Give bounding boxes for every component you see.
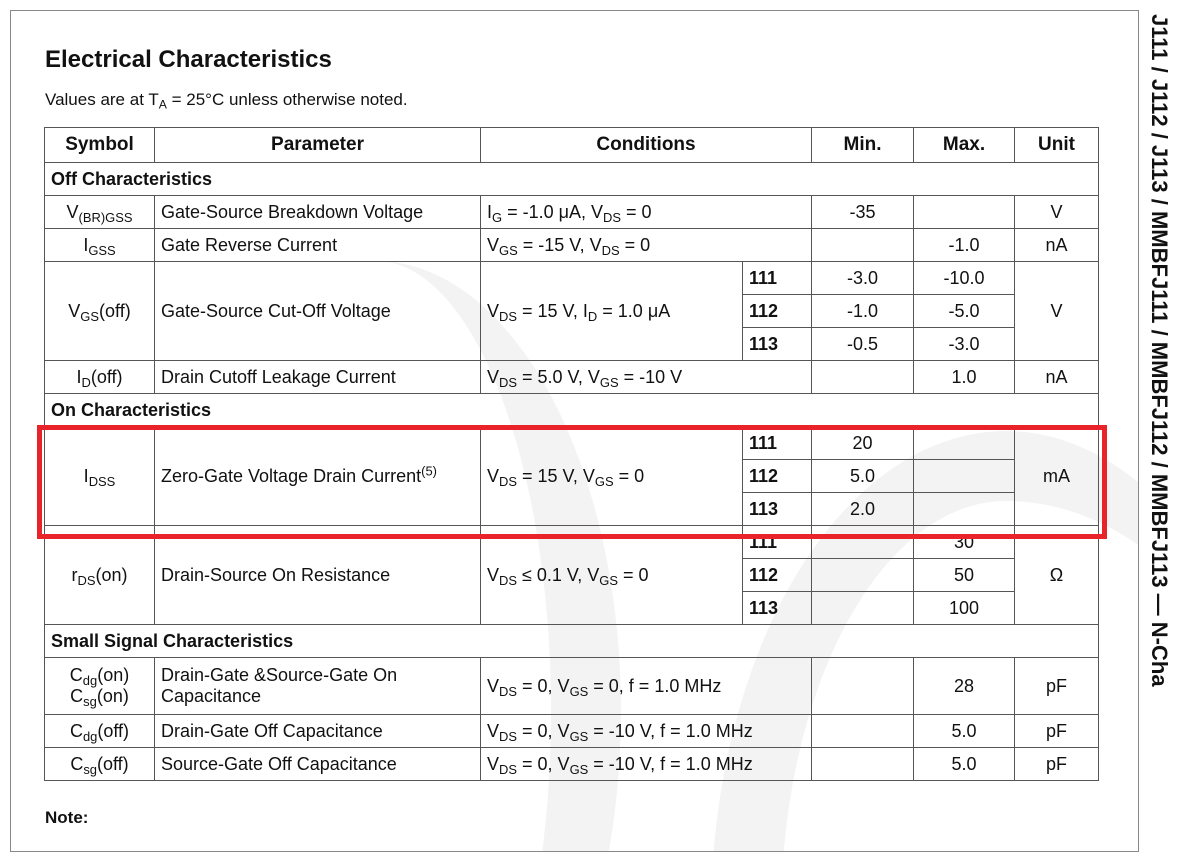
min-cell [812,361,914,394]
symbol-cell: $V_{(BR)GSS}$ [45,196,155,229]
max-cell: -1.0 [914,229,1015,262]
device-cell: 113 [743,328,812,361]
min-cell [812,715,914,748]
header-max: Max. [914,128,1015,163]
max-cell: 30 [914,526,1015,559]
parameter-cell: Gate-Source Cut-Off Voltage [155,262,481,361]
device-cell: 111 [743,262,812,295]
unit-cell: nA [1015,229,1099,262]
section-label: Off Characteristics [45,163,1099,196]
symbol-cell: $I_{DSS}$ [45,427,155,526]
side-title-strip [1140,0,1191,832]
max-cell: -5.0 [914,295,1015,328]
table-header-row [45,128,1099,163]
section-label: On Characteristics [45,394,1099,427]
unit-cell: pF [1015,658,1099,715]
min-cell [812,229,914,262]
parameter-cell: Gate-Source Breakdown Voltage [155,196,481,229]
min-cell: -35 [812,196,914,229]
table-row-cdg-csg-on [45,658,1099,715]
conditions-cell: $V_{DS} = 0$, $V_{GS} = -10$ V, f = 1.0 MHz [481,715,812,748]
conditions-cell: $V_{DS} = 15$ V, $I_D = 1.0$ μA [481,262,743,361]
conditions-cell: $I_G = -1.0$ μA, $V_{DS} = 0$ [481,196,812,229]
section-row-off [45,163,1099,196]
header-unit: Unit [1015,128,1099,163]
table-row-csg-off [45,748,1099,781]
electrical-characteristics-table [44,127,1099,781]
conditions-cell: $V_{DS} = 5.0$ V, $V_{GS} = -10$ V [481,361,812,394]
min-cell: 2.0 [812,493,914,526]
section-title: Electrical Characteristics [45,46,332,73]
device-cell: 112 [743,460,812,493]
min-cell: -3.0 [812,262,914,295]
symbol-cell: $C_{dg}(on)$ $C_{sg}(on)$ [45,658,155,715]
conditions-cell: $V_{GS} = -15$ V, $V_{DS} = 0$ [481,229,812,262]
unit-cell: nA [1015,361,1099,394]
header-symbol: Symbol [45,128,155,163]
table-row-idss [45,427,1099,460]
device-cell: 111 [743,427,812,460]
header-min: Min. [812,128,914,163]
min-cell: 20 [812,427,914,460]
unit-cell: pF [1015,715,1099,748]
header-conditions: Conditions [481,128,812,163]
max-cell [914,460,1015,493]
symbol-cell: $C_{sg}(off)$ [45,748,155,781]
min-cell: -1.0 [812,295,914,328]
device-cell: 112 [743,295,812,328]
device-cell: 112 [743,559,812,592]
conditions-cell: $V_{DS} = 0$, $V_{GS} = 0$, f = 1.0 MHz [481,658,812,715]
table-row-id-off [45,361,1099,394]
symbol-cell: $C_{dg}(off)$ [45,715,155,748]
max-cell: 5.0 [914,715,1015,748]
note-label: Note: [45,808,89,827]
device-cell: 113 [743,592,812,625]
device-cell: 111 [743,526,812,559]
max-cell: 5.0 [914,748,1015,781]
parameter-cell: Drain-Source On Resistance [155,526,481,625]
header-parameter: Parameter [155,128,481,163]
parameter-cell: Gate Reverse Current [155,229,481,262]
unit-cell: mA [1015,427,1099,526]
max-cell [914,493,1015,526]
min-cell [812,748,914,781]
unit-cell: V [1015,196,1099,229]
max-cell: 1.0 [914,361,1015,394]
min-cell: -0.5 [812,328,914,361]
unit-cell: Ω [1015,526,1099,625]
table-row-vbr-gss [45,196,1099,229]
max-cell: 100 [914,592,1015,625]
conditions-cell: $V_{DS} = 15$ V, $V_{GS} = 0$ [481,427,743,526]
symbol-cell: $r_{DS}(on)$ [45,526,155,625]
table-row-rds-on [45,526,1099,559]
unit-cell: V [1015,262,1099,361]
symbol-cell: $I_D(off)$ [45,361,155,394]
section-row-on [45,394,1099,427]
max-cell: -10.0 [914,262,1015,295]
min-cell [812,592,914,625]
conditions-note: Values are at $T_A = 25^\circ C$ unless otherwise noted. [45,90,408,112]
table-row-vgs-off [45,262,1099,295]
max-cell: 28 [914,658,1015,715]
device-cell: 113 [743,493,812,526]
min-cell [812,559,914,592]
min-cell [812,526,914,559]
parameter-cell: Drain Cutoff Leakage Current [155,361,481,394]
unit-cell: pF [1015,748,1099,781]
max-cell [914,427,1015,460]
side-title: J111 / J112 / J113 / MMBFJ111 / MMBFJ112 / MMBFJ113 — N-Cha [1147,14,1172,687]
max-cell: 50 [914,559,1015,592]
min-cell: 5.0 [812,460,914,493]
min-cell [812,658,914,715]
parameter-cell: Zero-Gate Voltage Drain Current$^{(5)}$ [155,427,481,526]
parameter-cell: Drain-Gate &Source-Gate On Capacitance [155,658,481,715]
parameter-cell: Source-Gate Off Capacitance [155,748,481,781]
max-cell: -3.0 [914,328,1015,361]
symbol-cell: $V_{GS}(off)$ [45,262,155,361]
symbol-cell: $I_{GSS}$ [45,229,155,262]
section-label: Small Signal Characteristics [45,625,1099,658]
table-row-cdg-off [45,715,1099,748]
section-row-small-signal [45,625,1099,658]
conditions-cell: $V_{DS} \le 0.1$ V, $V_{GS} = 0$ [481,526,743,625]
parameter-cell: Drain-Gate Off Capacitance [155,715,481,748]
table-row-igss [45,229,1099,262]
conditions-cell: $V_{DS} = 0$, $V_{GS} = -10$ V, f = 1.0 MHz [481,748,812,781]
max-cell [914,196,1015,229]
